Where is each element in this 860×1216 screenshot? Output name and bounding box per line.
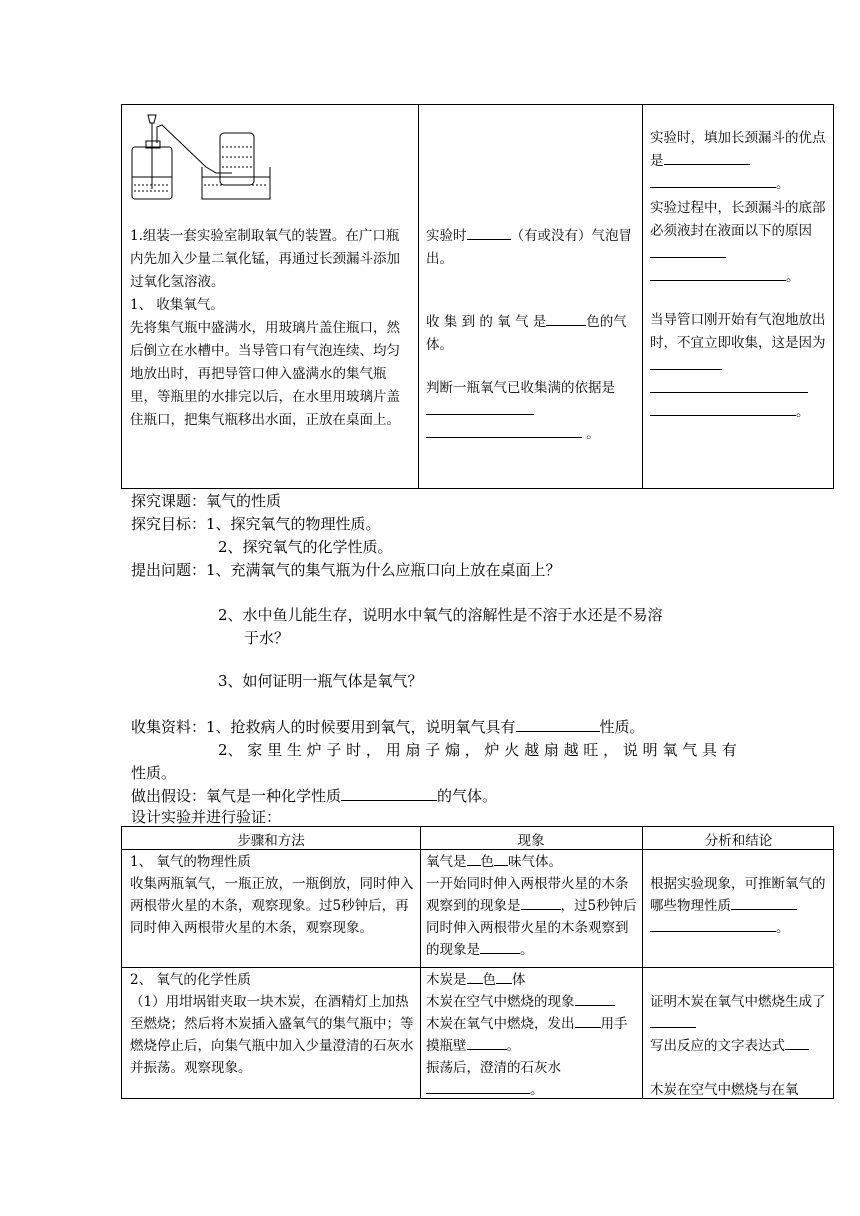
row2-analysis: 证明木炭在氧气中燃烧生成了 写出反应的文字表达式 木炭在空气中燃烧与在氧 [650,994,826,1098]
question-1: 提出问题：1、充满氧气的集气瓶为什么应瓶口向上放在桌面上？ [131,561,561,579]
step1-text [130,225,412,432]
info-line-3: 性质。 [131,764,177,782]
oxygen-apparatus-illustration [128,107,278,203]
blank-line[interactable] [521,895,561,910]
blank-line[interactable] [575,991,615,1006]
collect-heading: 1、 收集氧气。 [130,297,224,313]
blank-line[interactable] [341,786,437,801]
goal-line-1: 探究目标：1、探究氧气的物理性质。 [131,515,381,533]
blank-line[interactable] [467,1035,507,1050]
header-phenomena: 现象 [517,833,545,849]
topic-line: 探究课题：氧气的性质 [131,492,282,510]
info-line-1: 收集资料：1、抢救病人的时候要用到氧气，说明氧气具有 性质。 [131,718,645,736]
collect-instruction: 先将集气瓶中盛满水，用玻璃片盖住瓶口，然后倒立在水槽中。当导管口有气泡连续、均匀地放出时，再把导管口伸入盛满水的集气瓶里，等瓶里的水排完以后，在水里用玻璃片盖住瓶口，把集气瓶移出水面，正放在桌面上。 [130,320,400,428]
column-divider [642,105,643,488]
col2-b: 收 集 到 的 氧 气 是 色的气体。 [426,311,636,357]
blank-line[interactable] [467,851,481,866]
blank-line[interactable] [650,173,776,188]
col3-c: 当导管口刚开始有气泡地放出时，不宜立即收集，这是因为 。 [650,312,826,420]
row2-steps: 2、 氧气的化学性质 （1）用坩埚钳夹取一块木炭，在酒精灯上加热至燃烧；然后将木炭插入盛氧气的集气瓶中；等燃烧停止后，向集气瓶中加入少量澄清的石灰水并振荡。观察现象。 [130,972,414,1076]
blank-line[interactable] [546,311,586,326]
row1-analysis: 根据实验现象，可推断氧气的哪些物理性质 。 [650,876,826,936]
col2-c: 判断一瓶氧气已收集满的依据是 。 [426,380,615,442]
header-analysis: 分析和结论 [704,833,773,849]
design-heading: 设计实验并进行验证： [131,808,282,826]
blank-line[interactable] [731,895,797,910]
row-divider [122,849,833,850]
row1-phenomena: 氧气是 色 味气体。 一开始同时伸入两根带火星的木条观察到的现象是 ，过5秒钟后同时伸入两根带火星的木条观察到的现象是 。 [426,851,638,961]
question-2b: 于水？ [244,629,290,647]
assemble-instruction: 1.组装一套实验室制取氧气的装置。在广口瓶内先加入少量二氧化锰，再通过长颈漏斗添加过氧化氢溶液。 [130,228,400,290]
hypothesis-line: 做出假设：氧气是一种化学性质 的气体。 [131,787,498,805]
goal-line-2: 2、探究氧气的化学性质。 [218,538,393,556]
col3-a: 实验时，填加长颈漏斗的优点是 。 [650,130,826,192]
row1-steps: 1、 氧气的物理性质 收集两瓶氧气，一瓶正放，一瓶倒放，同时伸入两根带火星的木条，观察现象。过5秒钟后，再同时伸入两根带火星的木条，观察现象。 [130,854,414,936]
experiment-table [121,826,834,1099]
row-divider [122,967,833,968]
blank-line[interactable] [426,400,534,415]
question-3: 3、如何证明一瓶气体是氧气？ [218,672,423,690]
col2-a: 实验时 （有或没有）气泡冒出。 [426,225,636,271]
blank-line[interactable] [480,939,520,954]
blank-line[interactable] [467,225,511,240]
blank-line[interactable] [650,243,726,258]
question-2a: 2、水中鱼儿能生存，说明水中氧气的溶解性是不溶于水还是不易溶 [218,606,663,624]
blank-line[interactable] [494,851,508,866]
header-steps: 步骤和方法 [237,833,305,849]
blank-line[interactable] [650,355,722,370]
info-line-2: 2、 家 里 生 炉 子 时 ， 用 扇 子 煽 ， 炉 火 越 扇 越 旺 ， 说 明 氧 气 具 有 [218,741,737,759]
blank-line[interactable] [650,378,808,393]
blank-line[interactable] [650,266,786,281]
blank-line[interactable] [650,1013,696,1028]
row2-phenomena: 木炭是 色 体 木炭在空气中燃烧的现象 木炭在氧气中燃烧，发出 用手摸瓶壁 。 振荡后，澄清的石灰水 。 [426,969,638,1101]
blank-line[interactable] [650,917,776,932]
column-divider [420,827,421,1098]
blank-line[interactable] [785,1035,809,1050]
column-divider [642,827,643,1098]
blank-line[interactable] [496,969,512,984]
blank-line[interactable] [467,969,483,984]
blank-line[interactable] [426,1079,530,1094]
column-divider [418,105,419,488]
col3-b: 实验过程中，长颈漏斗的底部必须液封在液面以下的原因 。 [650,200,826,285]
blank-line[interactable] [650,401,796,416]
blank-line[interactable] [516,717,600,732]
blank-line[interactable] [664,150,750,165]
blank-line[interactable] [575,1013,601,1028]
apparatus-table [121,104,834,489]
blank-line[interactable] [426,423,582,438]
